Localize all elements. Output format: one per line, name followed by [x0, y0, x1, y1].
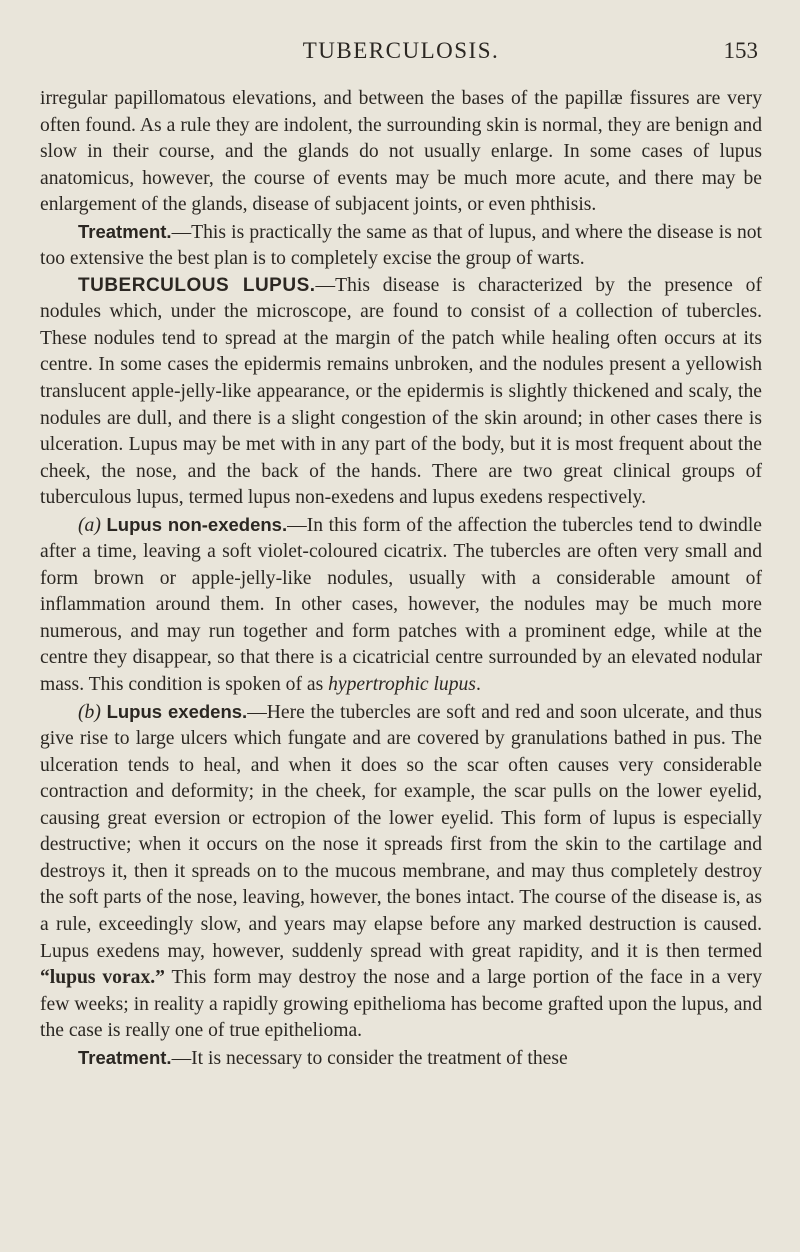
- heading-tuberculous-lupus: TUBERCULOUS LUPUS.: [78, 274, 316, 296]
- paragraph-text: —This is practically the same as that of lupus, and where the disease is not too extensive the best plan is to completely excise the group of warts.: [40, 221, 762, 270]
- paragraph-text-end: .: [475, 674, 481, 696]
- running-header: [40, 38, 762, 72]
- paragraph-text: irregular papillomatous elevations, and between the bases of the papillæ fissures are very often found. As a rule they are indolent, the surrounding skin is normal, they are benign and slow in their course, and the glands do not usually enlarge. In some cases of lupus anatomicus, however, the course of events may be much more acute, and there may be enlargement of the glands, disease of subjacent joints, or even phthisis.: [40, 88, 762, 216]
- paragraph-lupus-anatomicus: [40, 86, 762, 219]
- heading-treatment: Treatment.: [78, 1046, 172, 1068]
- heading-lupus-exedens: Lupus exedens.: [106, 700, 248, 722]
- paragraph-text: —Here the tubercles are soft and red and soon ulcerate, and thus give rise to large ulcers which fungate and are covered by granulations bathed in pus. The ulceration tends to heal, and when it does so the scar often causes very considerable contraction and deformity; in the cheek, for example, the scar pulls on the lower eyelid, causing great eversion or ectropion of the lower eyelid. This form of lupus is especially destructive; when it occurs on the nose it spreads first from the skin to the cartilage and destroys it, then it spreads on to the mucous membrane, and may thus completely destroy the soft parts of the nose, leaving, however, the bones intact. The course of the disease is, as a rule, exceedingly slow, and years may elapse before any marked destruction is caused. Lupus exedens may, however, suddenly spread with great rapidity, and it is then termed: [40, 701, 762, 962]
- paragraph-text-end: This form may destroy the nose and a large portion of the face in a very few weeks; in reality a rapidly growing epithelioma has become grafted upon the lupus, and the case is really one of true epithelioma.: [40, 967, 762, 1042]
- paragraph-lupus-exedens: [40, 699, 762, 1045]
- body-text: [40, 86, 762, 1072]
- list-marker-a: (a): [78, 514, 101, 536]
- paragraph-treatment-lupus: [40, 1045, 762, 1073]
- paragraph-tuberculous-lupus: [40, 273, 762, 512]
- italic-term: hypertrophic lupus: [328, 674, 476, 696]
- bold-term-lupus-vorax: “lupus vorax.”: [40, 967, 165, 989]
- running-title: TUBERCULOSIS.: [302, 38, 500, 63]
- paragraph-text: —It is necessary to consider the treatment of these: [171, 1047, 568, 1069]
- paragraph-text: —This disease is characterized by the presence of nodules which, under the microscope, are found to consist of a collection of tubercles. These nodules tend to spread at the margin of the patch while healing often occurs at its centre. In some cases the epidermis remains unbroken, and the nodules present a yellowish translucent apple-jelly-like appearance, or the epidermis is slightly thickened and scaly, the nodules are dull, and there is a slight congestion of the skin around; in other cases there is ulceration. Lupus may be met with in any part of the body, but it is most frequent about the cheek, the nose, and the back of the hands. There are two great clinical groups of tuberculous lupus, termed lupus non-exedens and lupus exedens respectively.: [40, 274, 762, 509]
- paragraph-lupus-non-exedens: [40, 512, 762, 699]
- heading-lupus-non-exedens: Lupus non-exedens.: [106, 513, 288, 535]
- paragraph-treatment-warts: [40, 219, 762, 273]
- list-marker-b: (b): [78, 701, 101, 723]
- page-number: 153: [723, 38, 758, 63]
- heading-treatment: Treatment.: [78, 220, 172, 242]
- paragraph-text: —In this form of the affection the tubercles tend to dwindle after a time, leaving a soft violet-coloured cicatrix. The tubercles are often very small and form brown or apple-jelly-like nodules, usually with a considerable amount of inflammation around them. In other cases, however, the nodules may be much more numerous, and may run together and form patches with a prominent edge, while at the centre they disappear, so that there is a cicatricial centre surrounded by an elevated nodular mass. This condition is spoken of as: [40, 514, 762, 696]
